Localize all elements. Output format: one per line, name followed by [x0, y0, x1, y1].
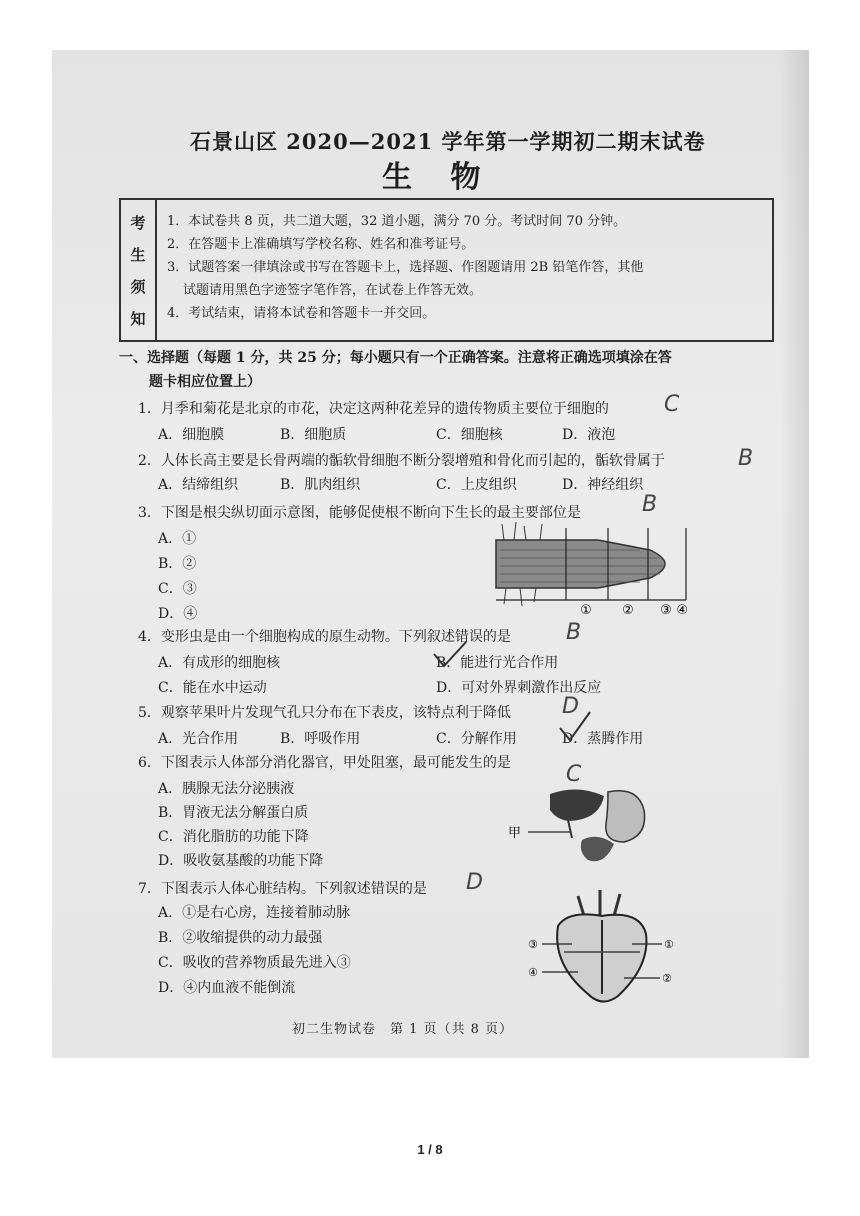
page-footer: 初二生物试卷 第 1 页（共 8 页）	[292, 1022, 514, 1037]
heart-vessels	[578, 890, 620, 916]
question-1-option-d: D．液泡	[562, 427, 616, 443]
notice-item: 2．在答题卡上准确填写学校名称、姓名和准考证号。	[167, 237, 475, 252]
question-7-stem: 7．下图表示人体心脏结构。下列叙述错误的是	[138, 881, 427, 897]
notice-item: 试题请用黑色字迹签字笔作答，在试卷上作答无效。	[183, 283, 483, 298]
notice-item: 1．本试卷共 8 页，共二道大题，32 道小题，满分 70 分。考试时间 70 分钟。	[167, 214, 627, 229]
notice-label-char: 考	[130, 213, 146, 232]
handwritten-answer-2: B	[738, 446, 754, 471]
notice-item: 4．考试结束，请将本试卷和答题卡一并交回。	[167, 306, 436, 321]
question-1-option-b: B．细胞质	[280, 427, 347, 443]
stomach-shape	[606, 791, 645, 842]
heart-label-4: ④	[528, 966, 538, 979]
question-7-option-d: D．④内血液不能倒流	[158, 980, 296, 996]
question-7-option-a: A．①是右心房，连接着肺动脉	[158, 905, 351, 921]
question-3-stem: 3．下图是根尖纵切面示意图，能够促使根不断向下生长的最主要部位是	[138, 505, 581, 521]
bile-duct	[568, 820, 572, 838]
question-4-option-c: C．能在水中运动	[158, 680, 267, 696]
intestine-shape	[581, 837, 614, 861]
handwritten-answer-1: C	[664, 392, 680, 417]
question-5-stem: 5．观察苹果叶片发现气孔只分布在下表皮，该特点利于降低	[138, 705, 511, 721]
liver-shape	[550, 789, 604, 820]
handwritten-answer-3: B	[642, 492, 658, 517]
heart-label-2: ②	[662, 972, 672, 985]
root-zone-label-2: ②	[622, 603, 634, 616]
question-3-option-c: C．③	[158, 581, 197, 597]
question-6-option-a: A．胰腺无法分泌胰液	[158, 781, 295, 797]
question-2-option-c: C．上皮组织	[436, 477, 517, 493]
notice-items	[167, 210, 767, 325]
question-3-option-d: D．④	[158, 606, 198, 622]
question-2-stem: 2．人体长高主要是长骨两端的骺软骨细胞不断分裂增殖和骨化而引起的，骺软骨属于	[138, 453, 665, 469]
section-heading	[119, 346, 779, 394]
section-heading-line: 题卡相应位置上）	[149, 374, 261, 390]
notice-item: 3．试题答案一律填涂或书写在答题卡上，选择题、作图题请用 2B 铅笔作答，其他	[167, 260, 644, 275]
question-6-option-d: D．吸收氨基酸的功能下降	[158, 853, 324, 869]
question-1-option-a: A．细胞膜	[158, 427, 225, 443]
handwritten-check-4	[430, 640, 470, 670]
question-3-option-b: B．②	[158, 556, 197, 572]
root-zone-label-1: ①	[580, 603, 592, 616]
question-4-option-d: D．可对外界刺激作出反应	[436, 680, 602, 696]
heart-structure-figure	[528, 886, 678, 1010]
root-zone-label-4: ④	[676, 603, 688, 616]
digestive-organs-figure	[508, 780, 668, 870]
question-6-option-c: C．消化脂肪的功能下降	[158, 829, 309, 845]
digestive-label-jia: 甲	[508, 826, 522, 841]
question-4-stem: 4．变形虫是由一个细胞构成的原生动物。下列叙述错误的是	[138, 629, 511, 645]
heart-label-1: ①	[664, 938, 674, 951]
handwritten-answer-7: D	[466, 870, 483, 895]
question-2-option-a: A．结缔组织	[158, 477, 239, 493]
notice-label-char: 知	[130, 309, 146, 328]
question-5-option-a: A．光合作用	[158, 731, 239, 747]
section-heading-line: 一、选择题（每题 1 分，共 25 分；每小题只有一个正确答案。注意将正确选项填涂在答	[119, 350, 672, 366]
question-7-option-c: C．吸收的营养物质最先进入③	[158, 955, 351, 971]
notice-label	[121, 200, 157, 340]
scanned-exam-page	[52, 50, 809, 1058]
question-2-option-b: B．肌肉组织	[280, 477, 361, 493]
question-6-stem: 6．下图表示人体部分消化器官，甲处阻塞，最可能发生的是	[138, 755, 511, 771]
handwritten-answer-6: C	[566, 762, 582, 787]
question-1-stem: 1．月季和菊花是北京的市花，决定这两种花差异的遗传物质主要位于细胞的	[138, 401, 609, 417]
question-4-option-a: A．有成形的细胞核	[158, 655, 281, 671]
notice-label-char: 须	[130, 277, 146, 296]
question-1-option-c: C．细胞核	[436, 427, 503, 443]
heart-label-3: ③	[528, 938, 538, 951]
root-tip-figure	[490, 520, 690, 616]
check-mark-icon	[560, 712, 590, 740]
question-6-option-b: B．胃液无法分解蛋白质	[158, 805, 309, 821]
handwritten-check-5	[556, 710, 596, 744]
handwritten-answer-5: D	[562, 694, 579, 719]
check-mark-icon	[434, 642, 466, 666]
exam-subject: 生 物	[382, 160, 495, 195]
handwritten-answer-4: B	[566, 620, 582, 645]
question-5-option-c: C．分解作用	[436, 731, 517, 747]
question-3-option-a: A．①	[158, 531, 197, 547]
notice-label-char: 生	[130, 245, 146, 264]
pdf-page-number: 1 / 8	[417, 1142, 443, 1157]
exam-notice-box	[119, 198, 774, 342]
question-2-option-d: D．神经组织	[562, 477, 644, 493]
exam-title: 石景山区 2020—2021 学年第一学期初二期末试卷	[190, 129, 706, 154]
root-zone-label-3: ③	[660, 603, 672, 616]
question-5-option-b: B．呼吸作用	[280, 731, 361, 747]
question-4-option-b: B．能进行光合作用	[436, 655, 559, 671]
page-shadow	[779, 50, 809, 1058]
root-tip-shape	[496, 540, 665, 588]
question-5-option-d: D．蒸腾作用	[562, 731, 644, 747]
question-7-option-b: B．②收缩提供的动力最强	[158, 930, 323, 946]
